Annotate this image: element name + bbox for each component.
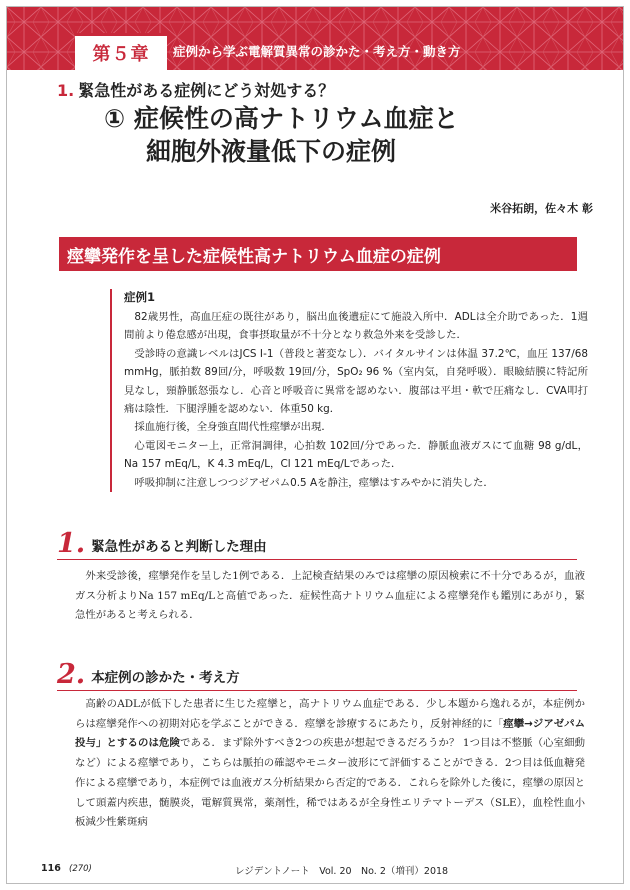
case-label: 症例1 — [124, 290, 156, 304]
page — [6, 6, 624, 884]
section1-heading — [57, 530, 577, 557]
page-number-sub: (270) — [69, 864, 92, 874]
section2-text-b: である．まず除外すべき2つの疾患が想起できるだろうか？ 1つ目は不整脈（心室細動など）による痙攣であり，こちらは脈拍の確認やモニター波形にて評価することができる．2つ目は低血糖発作による痙攣であり，本症例では血液ガス分析結果から否定的である．これらを除外した後に，痙攣の原因として頭蓋内疾患，髄膜炎，電解質異常，薬剤性，稀ではあるが全身性エリテマトーデス（SLE），血栓性血小板減少性紫斑病 — [75, 737, 585, 829]
section1-rule — [57, 559, 577, 560]
section2-heading — [57, 661, 577, 688]
section-kicker-number: 1. — [57, 81, 75, 100]
page-title — [104, 102, 459, 168]
page-number: 116 — [41, 863, 61, 874]
case-paragraph: 採血施行後，全身強直間代性痙攣が出現． — [134, 421, 332, 434]
chapter-subtitle: 症例から学ぶ電解質異常の診かた・考え方・動き方 — [173, 44, 461, 59]
section1-title: 緊急性があると判断した理由 — [91, 539, 267, 555]
case-paragraph: 82歳男性，高血圧症の既往があり，脳出血後遺症にて施設入所中．ADLは全介助であった．1週間前より倦怠感が出現，食事摂取量が不十分となり救急外来を受診した． — [124, 311, 588, 342]
section2-number: 2. — [57, 659, 86, 690]
section1-paragraph: 外来受診後，痙攣発作を呈した1例である．上記検査結果のみでは痙攣の原因検索に不十分であるが，血液ガス分析よりNa 157 mEq/Lと高値であった．症候性高ナトリウム血症による痙攣発作も鑑別にあがり，緊急性があると考えられる． — [75, 570, 585, 622]
case-headline: 痙攣発作を呈した症候性高ナトリウム血症の症例 — [67, 246, 441, 267]
case-headline-bar — [59, 237, 577, 271]
section2-emphasis: 痙攣→ジアゼパム投与」とするのは危険 — [75, 717, 586, 750]
section2-text-a: 高齢のADLが低下した患者に生じた痙攣と，高ナトリウム血症である．少し本題から逸れるが，本症例からは痙攣発作への初期対応を学ぶことができる．痙攣を診療するにあたり，反射神経的に「 — [75, 698, 585, 730]
case-box — [110, 289, 588, 492]
page-title-line1: ① 症候性の高ナトリウム血症と — [104, 104, 459, 133]
chapter-tab — [75, 33, 167, 70]
chapter-header-band — [7, 7, 624, 70]
section-kicker-text: 緊急性がある症例にどう対処する？ — [78, 81, 335, 100]
section2-rule — [57, 690, 577, 691]
section2-paragraph — [75, 695, 585, 833]
authors: 米谷拓朗，佐々木 彰 — [490, 202, 593, 215]
chapter-label: 第５章 — [92, 44, 150, 65]
case-paragraph: 受診時の意識レベルはJCS Ⅰ-1（普段と著変なし）．バイタルサインは体温 37.2℃，血圧 137/68 mmHg，脈拍数 89回/分，呼吸数 19回/分，SpO₂ 96 %（室内気，自発呼吸）．眼瞼結膜に特記所見なし，頸静脈怒張なし．心音と呼吸音に異常を認めない．腹部は平坦・軟で圧痛なし．CVA叩打痛は陰性．下腿浮腫を認めない．体重50 kg． — [124, 347, 588, 416]
section2-title: 本症例の診かた・考え方 — [91, 670, 240, 686]
section-kicker — [57, 78, 334, 101]
section1-number: 1. — [57, 528, 86, 559]
page-title-line2: 細胞外液量低下の症例 — [146, 137, 397, 166]
case-paragraph: 呼吸抑制に注意しつつジアゼパム0.5 Aを静注，痙攣はすみやかに消失した． — [134, 476, 494, 489]
case-paragraph: 心電図モニター上，正常洞調律，心拍数 102回/分であった．静脈血液ガスにて血糖 98 g/dL，Na 157 mEq/L，K 4.3 mEq/L，Cl 121 mEq/Lであった． — [124, 439, 588, 471]
journal-info: レジデントノート Vol. 20 No. 2（増刊）2018 — [235, 866, 449, 877]
